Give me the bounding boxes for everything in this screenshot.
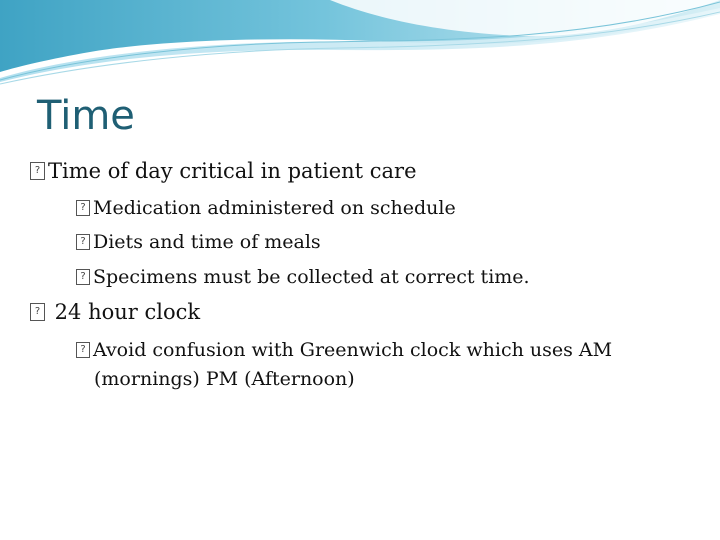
- missing-glyph-box-icon: [30, 303, 45, 321]
- bullet-item: [30, 298, 200, 326]
- bullet-text: Time of day critical in patient care: [48, 159, 417, 183]
- missing-glyph-box-icon: [76, 234, 90, 250]
- sub-bullet-text: Specimens must be collected at correct time.: [93, 266, 530, 288]
- bullet-text: 24 hour clock: [48, 300, 201, 324]
- sub-bullet-item: [76, 337, 612, 363]
- missing-glyph-box-icon: [30, 162, 45, 180]
- missing-glyph-box-icon: [76, 269, 90, 285]
- sub-bullet-item: [76, 229, 321, 255]
- sub-bullet-item: [76, 195, 456, 221]
- missing-glyph-box-icon: [76, 200, 90, 216]
- sub-bullet-text: Diets and time of meals: [93, 231, 321, 253]
- missing-glyph-box-icon: [76, 342, 90, 358]
- wave-header-decoration: [0, 0, 720, 90]
- bullet-item: [30, 157, 417, 185]
- sub-bullet-item: [76, 264, 530, 290]
- sub-bullet-text: Medication administered on schedule: [93, 197, 456, 219]
- slide-title: Time: [37, 93, 135, 139]
- sub-bullet-text: Avoid confusion with Greenwich clock which uses AM: [93, 339, 613, 361]
- sub-bullet-continuation: (mornings) PM (Afternoon): [94, 368, 355, 390]
